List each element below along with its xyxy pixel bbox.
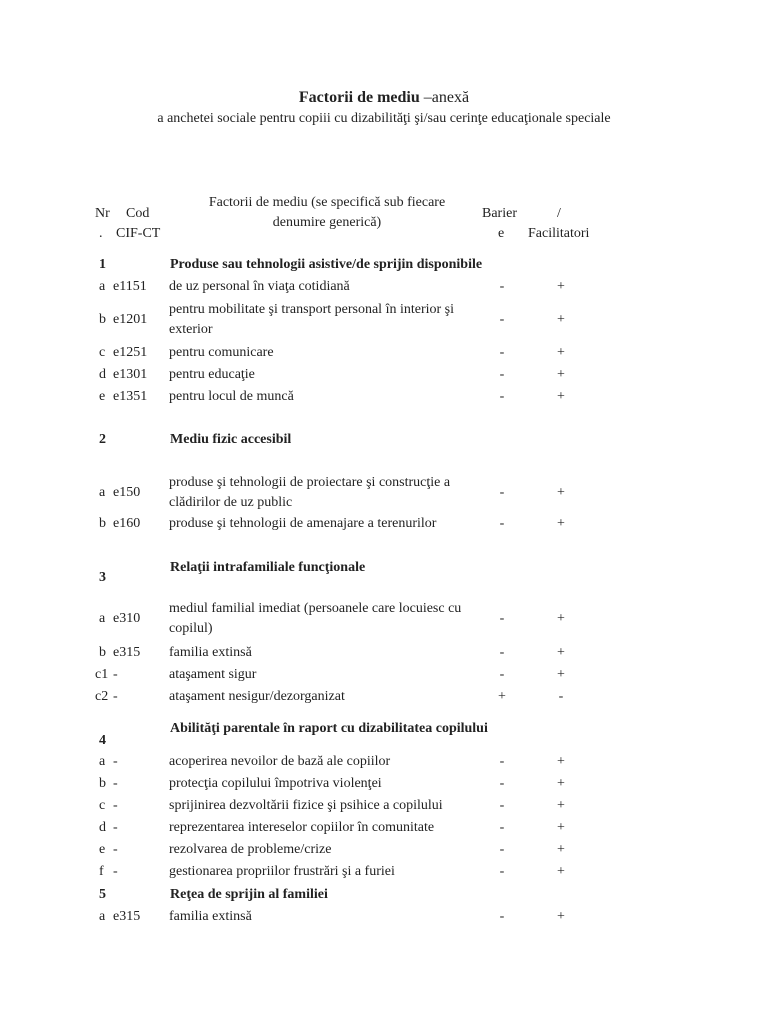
row-cod: e1151 — [113, 279, 147, 294]
row-factor: produse şi tehnologii de proiectare şi construcţie a clădirilor de uz public — [169, 475, 451, 510]
row-nr: a — [99, 754, 106, 769]
row-nr: a — [99, 279, 106, 294]
header-nr: Nr — [95, 206, 110, 221]
row-cod: e315 — [113, 909, 141, 924]
row-nr: e — [99, 842, 106, 857]
title-rest: –anexă — [419, 89, 470, 106]
header-cif-ct: CIF-CT — [116, 226, 161, 241]
header-nr-dot: . — [99, 226, 103, 241]
section-title: Mediu fizic accesibil — [170, 432, 292, 447]
section-title: Reţea de sprijin al familiei — [170, 887, 328, 902]
row-nr: a — [99, 611, 106, 626]
row-cod: - — [113, 689, 118, 704]
row-nr: b — [99, 516, 106, 531]
row-cod: - — [113, 754, 118, 769]
row-bariere: - — [499, 909, 505, 924]
section-number: 3 — [99, 570, 106, 585]
header-slash: / — [557, 206, 561, 221]
row-facilitatori: + — [557, 667, 565, 682]
row-factor: pentru mobilitate şi transport personal în interior şi exterior — [169, 302, 454, 337]
row-cod: - — [113, 864, 118, 879]
row-cod: - — [113, 820, 118, 835]
row-nr: a — [99, 485, 106, 500]
row-nr: c — [99, 798, 106, 813]
row-bariere: - — [499, 279, 505, 294]
row-bariere: - — [499, 611, 505, 626]
row-facilitatori: + — [557, 516, 565, 531]
row-factor: acoperirea nevoilor de bază ale copiilor — [169, 754, 391, 769]
row-cod: e1251 — [113, 345, 148, 360]
section-number: 2 — [99, 432, 106, 447]
title-bold: Factorii de mediu — [298, 89, 420, 106]
row-cod: e1351 — [113, 389, 148, 404]
row-cod: e150 — [113, 485, 141, 500]
document-subtitle: a anchetei sociale pentru copiii cu dizabilităţi şi/sau cerinţe educaţionale speciale — [157, 111, 611, 126]
row-facilitatori: + — [557, 798, 565, 813]
row-facilitatori: + — [557, 367, 565, 382]
row-nr: c2 — [95, 689, 109, 704]
row-factor: de uz personal în viaţa cotidiană — [169, 279, 350, 294]
row-factor: familia extinsă — [169, 909, 252, 924]
row-nr: c1 — [95, 667, 109, 682]
row-cod: e1301 — [113, 367, 148, 382]
row-bariere: - — [499, 516, 505, 531]
row-factor: produse şi tehnologii de amenajare a terenurilor — [169, 516, 437, 531]
row-facilitatori: - — [558, 689, 564, 704]
row-bariere: - — [499, 312, 505, 327]
row-facilitatori: + — [557, 345, 565, 360]
row-facilitatori: + — [557, 820, 565, 835]
row-bariere: - — [499, 754, 505, 769]
section-title: Relaţii intrafamiliale funcţionale — [170, 560, 366, 575]
row-bariere: - — [499, 798, 505, 813]
header-barier: Barier — [482, 206, 517, 221]
row-cod: e310 — [113, 611, 141, 626]
row-nr: e — [99, 389, 106, 404]
row-nr: b — [99, 645, 106, 660]
row-facilitatori: + — [557, 279, 565, 294]
row-bariere: + — [498, 689, 506, 704]
row-facilitatori: + — [557, 754, 565, 769]
row-nr: b — [99, 776, 106, 791]
row-nr: c — [99, 345, 106, 360]
row-factor: familia extinsă — [169, 645, 252, 660]
row-bariere: - — [499, 864, 505, 879]
row-bariere: - — [499, 485, 505, 500]
row-nr: d — [99, 820, 106, 835]
row-factor: mediul familial imediat (persoanele care locuiesc cu copilul) — [169, 601, 462, 636]
row-factor: gestionarea propriilor frustrări şi a furiei — [169, 864, 395, 879]
row-nr: d — [99, 367, 106, 382]
row-facilitatori: + — [557, 776, 565, 791]
row-factor: pentru educaţie — [169, 367, 255, 382]
row-bariere: - — [499, 645, 505, 660]
row-cod: e315 — [113, 645, 141, 660]
header-cod: Cod — [126, 206, 150, 221]
row-facilitatori: + — [557, 842, 565, 857]
row-facilitatori: + — [557, 909, 565, 924]
row-facilitatori: + — [557, 864, 565, 879]
row-cod: - — [113, 776, 118, 791]
row-facilitatori: + — [557, 485, 565, 500]
row-cod: - — [113, 667, 118, 682]
section-number: 5 — [99, 887, 106, 902]
section-number: 4 — [99, 733, 106, 748]
row-bariere: - — [499, 367, 505, 382]
row-bariere: - — [499, 389, 505, 404]
row-factor: pentru comunicare — [169, 345, 274, 360]
row-bariere: - — [499, 776, 505, 791]
document-title — [0, 87, 768, 109]
row-bariere: - — [499, 667, 505, 682]
row-bariere: - — [499, 842, 505, 857]
row-cod: - — [113, 842, 118, 857]
row-nr: b — [99, 312, 106, 327]
row-cod: e160 — [113, 516, 141, 531]
header-barier-e: e — [498, 226, 505, 241]
row-facilitatori: + — [557, 312, 565, 327]
row-factor: protecţia copilului împotriva violenţei — [169, 776, 382, 791]
row-nr: a — [99, 909, 106, 924]
row-factor: ataşament nesigur/dezorganizat — [169, 689, 345, 704]
row-factor: rezolvarea de probleme/crize — [169, 842, 332, 857]
row-bariere: - — [499, 345, 505, 360]
row-facilitatori: + — [557, 645, 565, 660]
section-title: Produse sau tehnologii asistive/de sprijin disponibile — [170, 257, 483, 272]
header-facilitatori: Facilitatori — [528, 226, 590, 241]
row-factor: sprijinirea dezvoltării fizice şi psihice a copilului — [169, 798, 443, 813]
section-number: 1 — [99, 257, 106, 272]
section-title: Abilităţi parentale în raport cu dizabilitatea copilului — [170, 721, 488, 736]
row-nr: f — [99, 864, 104, 879]
row-factor: ataşament sigur — [169, 667, 257, 682]
row-factor: pentru locul de muncă — [169, 389, 294, 404]
header-factori: Factorii de mediu (se specifică sub fiecare denumire generică) — [208, 195, 446, 230]
row-cod: - — [113, 798, 118, 813]
row-cod: e1201 — [113, 312, 148, 327]
row-bariere: - — [499, 820, 505, 835]
row-facilitatori: + — [557, 389, 565, 404]
row-facilitatori: + — [557, 611, 565, 626]
row-factor: reprezentarea intereselor copiilor în comunitate — [169, 820, 435, 835]
